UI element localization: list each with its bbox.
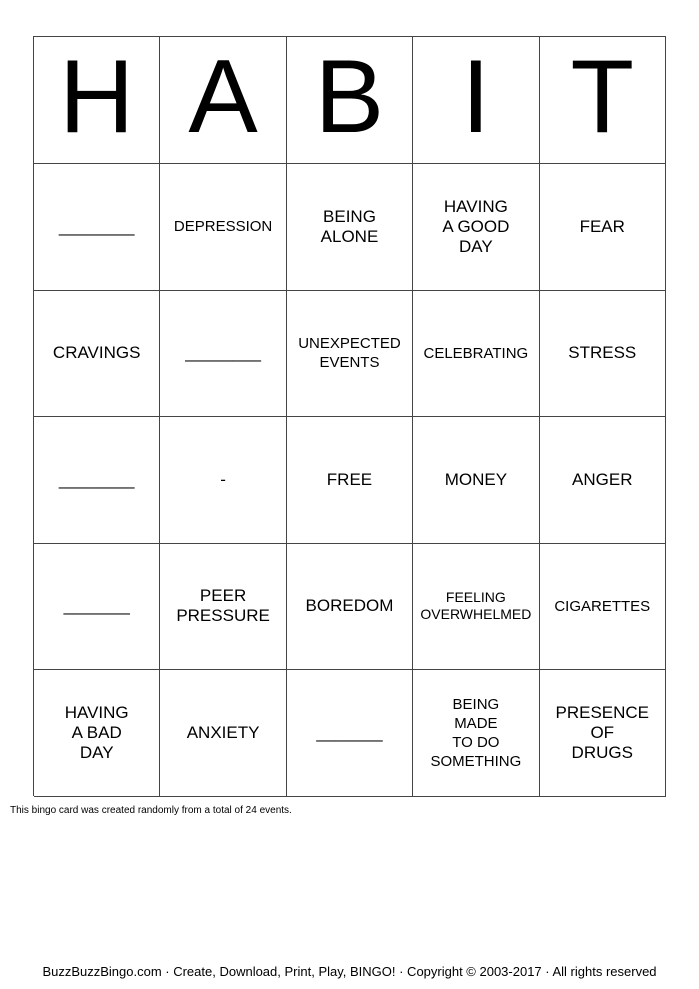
grid-cell: [34, 164, 160, 291]
cell-text: -: [220, 469, 226, 489]
grid-cell: [34, 670, 160, 797]
grid-cell: [160, 544, 286, 671]
grid-cell: [160, 291, 286, 418]
cell-text: ________: [58, 469, 135, 489]
cell-text: DEPRESSION: [173, 218, 273, 236]
cell-text: PRESENCE OF DRUGS: [555, 702, 650, 762]
grid-row-3: [34, 417, 666, 544]
footer-copyright: BuzzBuzzBingo.com · Create, Download, Print, Play, BINGO! · Copyright © 2003-2017 · All rights reserved: [42, 964, 657, 979]
header-letter: B: [314, 39, 385, 155]
grid-cell: [540, 291, 666, 418]
grid-cell: [34, 544, 160, 671]
cell-text: ________: [185, 343, 261, 363]
grid-cell: [413, 417, 539, 544]
grid-cell: [34, 417, 160, 544]
grid-row-5: [34, 670, 666, 797]
grid-cell: [160, 670, 286, 797]
cell-text: CELEBRATING: [423, 344, 529, 362]
header-row: [34, 37, 666, 164]
cell-text: PEER PRESSURE: [176, 586, 270, 626]
grid-cell: [287, 670, 413, 797]
header-letter: A: [188, 39, 258, 155]
grid-cell: [540, 164, 666, 291]
cell-text: BEING MADE TO DO SOMETHING: [430, 695, 522, 770]
header-cell-i: [413, 37, 539, 164]
cell-text: ________: [58, 216, 135, 236]
grid-cell: [540, 670, 666, 797]
cell-text: FEELING OVERWHELMED: [420, 589, 532, 623]
grid-cell: [413, 544, 539, 671]
cell-text: ANGER: [572, 469, 633, 489]
generation-note: This bingo card was created randomly from a total of 24 events.: [10, 805, 292, 816]
grid-cell: [287, 417, 413, 544]
cell-text: _______: [63, 596, 130, 616]
header-letter: H: [59, 39, 135, 155]
grid-cell: [413, 164, 539, 291]
cell-text: HAVING A BAD DAY: [64, 702, 129, 762]
cell-text: MONEY: [444, 469, 508, 489]
grid-row-2: [34, 291, 666, 418]
grid-cell: [287, 164, 413, 291]
cell-text: BOREDOM: [305, 596, 394, 616]
header-letter: I: [461, 39, 491, 155]
grid-cell: [540, 544, 666, 671]
cell-text: CIGARETTES: [554, 597, 651, 615]
grid-cell: [413, 291, 539, 418]
cell-text: HAVING A GOOD DAY: [442, 196, 510, 256]
cell-text: FEAR: [579, 216, 625, 236]
grid-cell: [160, 417, 286, 544]
cell-text: _______: [316, 722, 383, 742]
grid-row-4: [34, 544, 666, 671]
cell-text: FREE: [326, 469, 373, 489]
cell-text: STRESS: [568, 343, 637, 363]
cell-text: ANXIETY: [186, 722, 260, 742]
cell-text: CRAVINGS: [52, 343, 141, 363]
cell-text: BEING ALONE: [320, 206, 379, 246]
grid-cell: [287, 291, 413, 418]
header-cell-h: [34, 37, 160, 164]
grid-cell: [540, 417, 666, 544]
header-letter: T: [570, 39, 635, 155]
bingo-card: [33, 36, 666, 796]
grid-cell: [413, 670, 539, 797]
grid-cell: [287, 544, 413, 671]
grid-cell: [160, 164, 286, 291]
header-cell-a: [160, 37, 286, 164]
header-cell-b: [287, 37, 413, 164]
grid-row-1: [34, 164, 666, 291]
grid-cell: [34, 291, 160, 418]
header-cell-t: [540, 37, 666, 164]
cell-text: UNEXPECTED EVENTS: [298, 335, 401, 372]
